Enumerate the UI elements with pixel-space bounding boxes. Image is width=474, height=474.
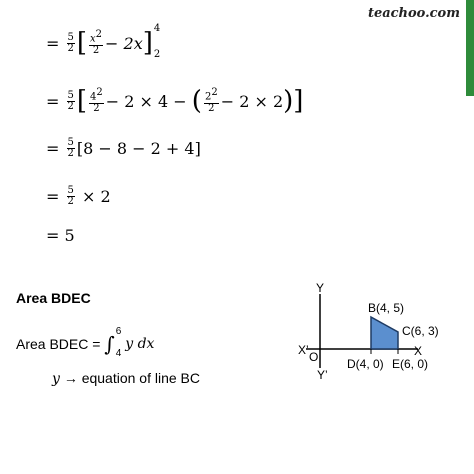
right-bracket: ] (293, 86, 304, 116)
evaluation-limits: 4 2 (153, 23, 161, 60)
point-d-label: D(4, 0) (347, 357, 384, 371)
fraction: $\frac{x2}{2}$ (90, 29, 103, 56)
note-text: → equation of line BC (63, 370, 201, 386)
expression-text: − 2 × 2 (220, 91, 284, 111)
equals-sign: = (46, 33, 60, 53)
left-paren: ( (191, 86, 202, 116)
integrand: y dx (125, 336, 155, 352)
right-bracket: ] (142, 28, 153, 58)
equals-sign: = (46, 187, 60, 206)
watermark-logo: teachoo.com (367, 6, 460, 21)
x-axis-label: X (414, 344, 423, 358)
section-heading: Area BDEC (16, 290, 91, 306)
expression-text: × 2 (81, 187, 111, 206)
left-bracket: [ (76, 28, 88, 58)
integral-sign: ∫ (104, 332, 115, 356)
point-c-label: C(6, 3) (402, 324, 439, 338)
right-paren: ) (283, 86, 294, 116)
fraction: $\frac{42}{2}$ (90, 87, 103, 114)
integral-limits: 6 4 (115, 326, 122, 359)
fraction: $\frac{5}{2}$ (67, 89, 74, 112)
fraction: $\frac{5}{2}$ (67, 137, 74, 159)
fraction: $\frac{5}{2}$ (67, 185, 74, 207)
region-bdec (371, 317, 398, 349)
expression-text: − 2 × 4 − (105, 91, 187, 111)
left-bracket: [ (76, 86, 88, 116)
y-prime-label: Y’ (317, 368, 328, 382)
term-2x: 2x (123, 33, 143, 53)
fraction: $\frac{5}{2}$ (67, 31, 74, 54)
minus-sign: − (105, 33, 119, 53)
equals-sign: = (46, 226, 60, 245)
x-prime-label: X’ (298, 343, 309, 357)
equals-sign: = (46, 91, 60, 111)
point-b-label: B(4, 5) (368, 301, 405, 315)
y-axis-label: Y (316, 281, 325, 295)
expression-text: [8 − 8 − 2 + 4] (76, 139, 201, 158)
origin-label: O (309, 350, 319, 364)
equals-sign: = (46, 139, 60, 158)
result-value: 5 (64, 226, 75, 245)
area-label: Area BDEC = (16, 336, 101, 352)
fraction: $\frac{22}{2}$ (204, 87, 218, 114)
point-e-label: E(6, 0) (392, 357, 429, 371)
variable-y: y (52, 371, 60, 387)
